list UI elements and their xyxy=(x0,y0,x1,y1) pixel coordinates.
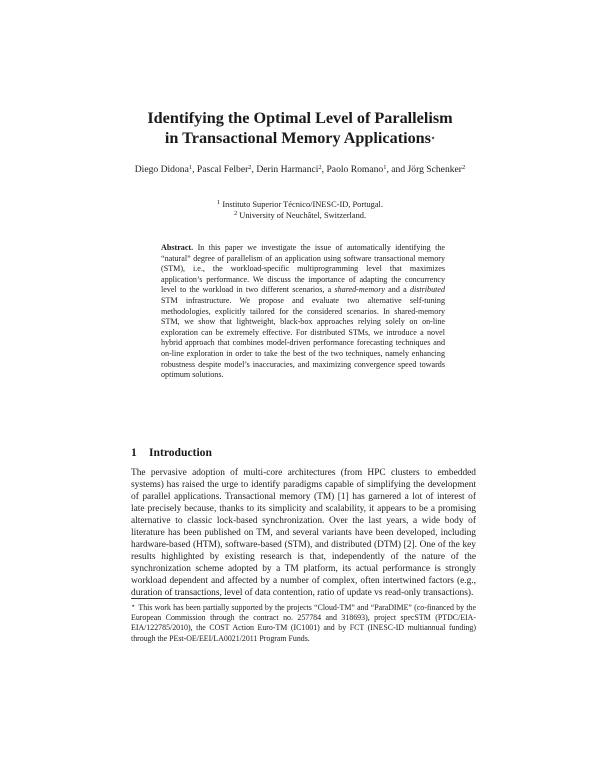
author-name: Paolo Romano xyxy=(326,164,384,175)
author-name: Jörg Schenker xyxy=(407,164,462,175)
abstract-text: and a xyxy=(384,285,410,295)
section-number: 1 xyxy=(131,446,137,459)
section-heading xyxy=(131,446,212,459)
footnote-mark: ⋆ xyxy=(131,602,136,610)
author-affiliation-mark: 1 xyxy=(383,164,387,171)
affiliation xyxy=(160,210,440,221)
author-separator: , xyxy=(321,164,327,175)
author-affiliation-mark: 2 xyxy=(462,164,466,171)
author-name: Derin Harmanci xyxy=(256,164,319,175)
title-line-2 xyxy=(100,128,500,148)
author-list xyxy=(120,163,480,176)
author-separator: , xyxy=(192,164,197,175)
title-footnote-mark: ⋆ xyxy=(430,135,436,142)
author-separator: , xyxy=(251,164,257,175)
footnote xyxy=(131,601,476,644)
affiliation-list xyxy=(160,199,440,221)
affiliation-text: Instituto Superior Técnico/INESC-ID, Portugal. xyxy=(222,200,383,209)
abstract xyxy=(161,243,445,381)
affiliation-number: 1 xyxy=(217,199,221,206)
affiliation-text: University of Neuchâtel, Switzerland. xyxy=(239,211,367,220)
author-affiliation-mark: 1 xyxy=(188,164,193,171)
footnote-rule xyxy=(131,598,241,599)
title-line-2-text: in Transactional Memory Applications xyxy=(164,129,431,147)
title-line-1: Identifying the Optimal Level of Parallelism xyxy=(147,109,453,127)
abstract-text: STM infrastructure. We propose and evaluate two alternative self-tuning methodologies, explicitly tailored for the considered scenarios. In shared-memory STM, we show that lightweight, black-box approaches relying solely on on-line exploration can be extremely effective. For distributed STMs, we introduce a novel hybrid approach that combines model-driven performance forecasting techniques and on-line exploration in order to take the best of the two techniques, namely enhancing robustness despite model’s inaccuracies, and maximizing convergence speed towards optimum solutions. xyxy=(161,295,445,380)
abstract-emphasis: distributed xyxy=(409,285,446,295)
author-affiliation-mark: 2 xyxy=(318,164,322,171)
author-name: Pascal Felber xyxy=(196,164,249,175)
affiliation xyxy=(160,199,440,210)
author-name: Diego Didona xyxy=(134,164,189,175)
author-affiliation-mark: 2 xyxy=(248,164,252,171)
abstract-text: In this paper we investigate the issue of automatically identifying the “natural” degree of parallelism of an application using software transactional memory (STM), i.e., the workload-specific multiprogramming level that maximizes application’s performance. We discuss the importance of adapting the concurrency level to the workload in two different scenarios, a xyxy=(161,243,446,295)
author-separator: , and xyxy=(386,164,408,175)
section-title: Introduction xyxy=(149,446,212,459)
footnote-text: This work has been partially supported by the projects “Cloud-TM” and “ParaDIME” (co-financed by the European Commission through the contract no. 257784 and 318693), project specSTM (PTDC/EIA-EIA/122785/2010), the COST Action Euro-TM (IC1001) and by FCT (INESC-ID multiannual funding) through the PEst-OE/EEI/LA0021/2011 Program Funds. xyxy=(131,603,476,643)
affiliation-number: 2 xyxy=(233,210,238,217)
abstract-label: Abstract. xyxy=(161,243,194,252)
paper-title xyxy=(100,108,500,148)
abstract-emphasis: shared-memory xyxy=(334,285,385,295)
intro-paragraph: The pervasive adoption of multi-core architectures (from HPC clusters to embedded systems) has raised the urge to identify paradigms capable of simplifying the development of parallel applications. Transactional memory (TM) [1] has garnered a lot of interest of late precisely because, thanks to its simplicity and scalability, it appears to be a promising alternative to classic lock-based synchronization. Over the last years, a wide body of literature has been published on TM, and several variants have been developed, including hardware-based (HTM), software-based (STM), and distributed (DTM) [2]. One of the key results highlighted by existing research is that, independently of the nature of the synchronization scheme adopted by a TM platform, its actual performance is strongly workload dependent and affected by a number of complex, often intertwined factors (e.g., duration of transactions, level of data contention, ratio of update vs read-only transactions). xyxy=(131,468,476,598)
